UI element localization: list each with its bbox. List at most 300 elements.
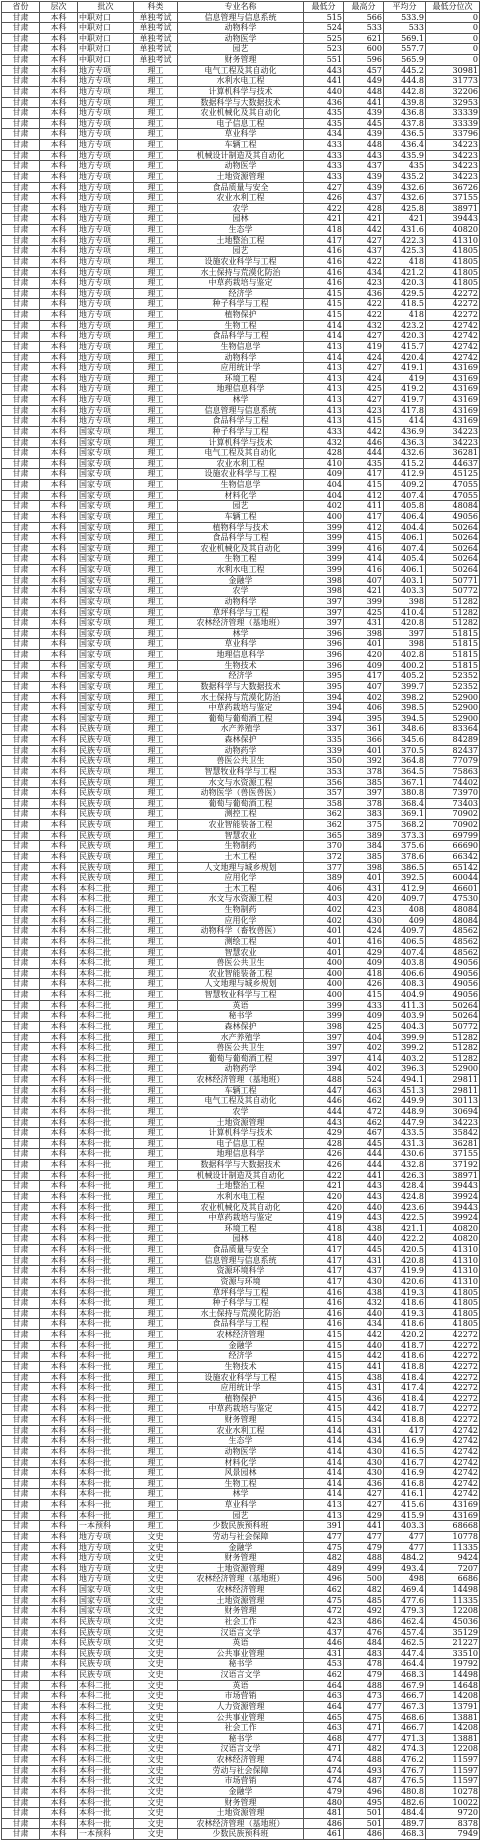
batch-cell: 国家专项 (78, 565, 134, 576)
batch-cell: 本科一批 (78, 1096, 134, 1107)
table-row (2, 161, 480, 172)
major-cell: 农林经济管理 (178, 1585, 304, 1596)
min-score-cell: 396 (304, 660, 344, 671)
major-cell: 人文地理与城乡规划 (178, 862, 304, 873)
max-score-cell: 409 (344, 1011, 384, 1022)
table-row (2, 873, 480, 884)
category-cell: 单独考试 (134, 55, 178, 66)
category-cell: 理工 (134, 1223, 178, 1234)
batch-cell: 民族专项 (78, 1648, 134, 1659)
batch-cell: 本科一批 (78, 1446, 134, 1457)
category-cell: 理工 (134, 905, 178, 916)
max-score-cell: 457 (344, 65, 384, 76)
province-cell: 甘肃 (2, 947, 40, 958)
avg-score-cell: 418 (384, 256, 426, 267)
level-cell: 本科 (40, 745, 78, 756)
major-cell: 生态学 (178, 1436, 304, 1447)
min-rank-cell: 13881 (426, 1712, 480, 1723)
max-score-cell: 427 (344, 363, 384, 374)
min-score-cell: 433 (304, 140, 344, 151)
province-cell: 甘肃 (2, 480, 40, 491)
min-rank-cell: 41805 (426, 1319, 480, 1330)
level-cell: 本科 (40, 1744, 78, 1755)
major-cell: 财务管理 (178, 55, 304, 66)
category-cell: 理工 (134, 1043, 178, 1054)
category-cell: 理工 (134, 1075, 178, 1086)
province-cell: 甘肃 (2, 193, 40, 204)
category-cell: 理工 (134, 926, 178, 937)
max-score-cell: 462 (344, 1096, 384, 1107)
major-cell: 智慧牧业科学与工程 (178, 990, 304, 1001)
min-score-cell: 401 (304, 947, 344, 958)
avg-score-cell: 431.3 (384, 1138, 426, 1149)
min-rank-cell: 68668 (426, 1521, 480, 1532)
table-row (2, 235, 480, 246)
major-cell: 计算机科学与技术 (178, 1128, 304, 1139)
major-cell: 数据科学与大数据技术 (178, 681, 304, 692)
max-score-cell: 402 (344, 1043, 384, 1054)
min-score-cell: 403 (304, 894, 344, 905)
province-cell: 甘肃 (2, 1468, 40, 1479)
table-row (2, 1191, 480, 1202)
major-cell: 市场营销 (178, 1776, 304, 1787)
max-score-cell: 485 (344, 1595, 384, 1606)
max-score-cell: 443 (344, 1191, 384, 1202)
batch-cell: 本科一批 (78, 1319, 134, 1330)
min-score-cell: 475 (304, 1542, 344, 1553)
avg-score-cell: 406.6 (384, 968, 426, 979)
province-cell: 甘肃 (2, 809, 40, 820)
level-cell: 本科 (40, 1266, 78, 1277)
max-score-cell: 442 (344, 225, 384, 236)
min-score-cell: 414 (304, 1468, 344, 1479)
avg-score-cell: 399.9 (384, 1032, 426, 1043)
batch-cell: 地方专项 (78, 256, 134, 267)
min-score-cell: 441 (304, 76, 344, 87)
table-row (2, 1298, 480, 1309)
major-cell: 食品科学与工程 (178, 533, 304, 544)
min-rank-cell: 73970 (426, 788, 480, 799)
province-cell: 甘肃 (2, 1191, 40, 1202)
batch-cell: 民族专项 (78, 1670, 134, 1681)
batch-cell: 国家专项 (78, 533, 134, 544)
level-cell: 本科 (40, 225, 78, 236)
table-row (2, 1170, 480, 1181)
level-cell: 本科 (40, 1755, 78, 1766)
max-score-cell: 448 (344, 86, 384, 97)
major-cell: 食品科学与工程 (178, 416, 304, 427)
province-cell: 甘肃 (2, 1744, 40, 1755)
province-cell: 甘肃 (2, 628, 40, 639)
province-cell: 甘肃 (2, 915, 40, 926)
max-score-cell: 425 (344, 607, 384, 618)
max-score-cell: 443 (344, 150, 384, 161)
batch-cell: 国家专项 (78, 618, 134, 629)
level-cell: 本科 (40, 1627, 78, 1638)
batch-cell: 地方专项 (78, 65, 134, 76)
table-row (2, 979, 480, 990)
category-cell: 理工 (134, 979, 178, 990)
major-cell: 信息管理与信息系统 (178, 1255, 304, 1266)
batch-cell: 本科二批 (78, 1680, 134, 1691)
min-score-cell: 415 (304, 1351, 344, 1362)
province-cell: 甘肃 (2, 1064, 40, 1075)
level-cell: 本科 (40, 1712, 78, 1723)
batch-cell: 本科一批 (78, 1393, 134, 1404)
category-cell: 理工 (134, 596, 178, 607)
min-rank-cell: 51815 (426, 660, 480, 671)
max-score-cell: 436 (344, 1478, 384, 1489)
batch-cell: 民族专项 (78, 820, 134, 831)
batch-cell: 本科一批 (78, 1202, 134, 1213)
category-cell: 理工 (134, 118, 178, 129)
max-score-cell: 444 (344, 1160, 384, 1171)
major-cell: 动物科学 (178, 596, 304, 607)
category-cell: 理工 (134, 1266, 178, 1277)
table-row (2, 575, 480, 586)
batch-cell: 本科一批 (78, 1372, 134, 1383)
category-cell: 理工 (134, 1446, 178, 1457)
min-rank-cell: 0 (426, 12, 480, 23)
col-header-avg-score: 平均分 (384, 2, 426, 13)
batch-cell: 本科一批 (78, 1436, 134, 1447)
min-score-cell: 423 (304, 1616, 344, 1627)
min-score-cell: 426 (304, 1160, 344, 1171)
min-score-cell: 486 (304, 1818, 344, 1829)
major-cell: 材料化学 (178, 490, 304, 501)
province-cell: 甘肃 (2, 1808, 40, 1819)
batch-cell: 本科二批 (78, 990, 134, 1001)
max-score-cell: 415 (344, 416, 384, 427)
batch-cell: 国家专项 (78, 426, 134, 437)
min-rank-cell: 43169 (426, 373, 480, 384)
avg-score-cell: 420.3 (384, 331, 426, 342)
major-cell: 电气工程及其自动化 (178, 1096, 304, 1107)
max-score-cell: 488 (344, 1680, 384, 1691)
min-score-cell: 370 (304, 841, 344, 852)
col-header-max-score: 最高分 (344, 2, 384, 13)
major-cell: 水文与水资源工程 (178, 777, 304, 788)
max-score-cell: 397 (344, 788, 384, 799)
level-cell: 本科 (40, 1478, 78, 1489)
province-cell: 甘肃 (2, 724, 40, 735)
max-score-cell: 416 (344, 543, 384, 554)
level-cell: 本科 (40, 1170, 78, 1181)
province-cell: 甘肃 (2, 171, 40, 182)
category-cell: 理工 (134, 586, 178, 597)
max-score-cell: 419 (344, 341, 384, 352)
avg-score-cell: 420.8 (384, 618, 426, 629)
avg-score-cell: 394.5 (384, 713, 426, 724)
major-cell: 土地资源管理 (178, 1563, 304, 1574)
max-score-cell: 434 (344, 1436, 384, 1447)
batch-cell: 国家专项 (78, 692, 134, 703)
province-cell: 甘肃 (2, 1085, 40, 1096)
min-score-cell: 444 (304, 1106, 344, 1117)
min-rank-cell: 0 (426, 23, 480, 34)
max-score-cell: 398 (344, 628, 384, 639)
table-row (2, 193, 480, 204)
min-rank-cell: 39443 (426, 1181, 480, 1192)
level-cell: 本科 (40, 1542, 78, 1553)
min-rank-cell: 52900 (426, 703, 480, 714)
category-cell: 理工 (134, 766, 178, 777)
avg-score-cell: 467.9 (384, 1680, 426, 1691)
batch-cell: 民族专项 (78, 1627, 134, 1638)
category-cell: 理工 (134, 1489, 178, 1500)
major-cell: 种子科学与工程 (178, 1298, 304, 1309)
min-rank-cell: 42272 (426, 1393, 480, 1404)
major-cell: 风景园林 (178, 1468, 304, 1479)
batch-cell: 地方专项 (78, 278, 134, 289)
major-cell: 车辆工程 (178, 1085, 304, 1096)
province-cell: 甘肃 (2, 565, 40, 576)
batch-cell: 民族专项 (78, 873, 134, 884)
table-row (2, 363, 480, 374)
avg-score-cell: 476.7 (384, 1765, 426, 1776)
category-cell: 理工 (134, 352, 178, 363)
min-rank-cell: 36281 (426, 1138, 480, 1149)
category-cell: 理工 (134, 437, 178, 448)
max-score-cell: 441 (344, 97, 384, 108)
min-score-cell: 488 (304, 1075, 344, 1086)
category-cell: 文史 (134, 1680, 178, 1691)
province-cell: 甘肃 (2, 862, 40, 873)
province-cell: 甘肃 (2, 55, 40, 66)
max-score-cell: 463 (344, 1085, 384, 1096)
min-rank-cell: 42272 (426, 1340, 480, 1351)
major-cell: 人力资源管理 (178, 1701, 304, 1712)
major-cell: 劳动与社会保障 (178, 1765, 304, 1776)
min-rank-cell: 41310 (426, 1266, 480, 1277)
category-cell: 理工 (134, 1191, 178, 1202)
min-rank-cell: 12208 (426, 1744, 480, 1755)
batch-cell: 地方专项 (78, 246, 134, 257)
table-row (2, 1213, 480, 1224)
province-cell: 甘肃 (2, 1797, 40, 1808)
major-cell: 少数民族预科班 (178, 1521, 304, 1532)
province-cell: 甘肃 (2, 352, 40, 363)
table-row (2, 1223, 480, 1234)
major-cell: 土木工程 (178, 883, 304, 894)
major-cell: 生物工程 (178, 1478, 304, 1489)
max-score-cell: 430 (344, 1457, 384, 1468)
table-row (2, 905, 480, 916)
table-row (2, 1733, 480, 1744)
avg-score-cell: 406.1 (384, 533, 426, 544)
major-cell: 生物制药 (178, 841, 304, 852)
table-row (2, 1585, 480, 1596)
min-rank-cell: 45036 (426, 1616, 480, 1627)
table-row (2, 416, 480, 427)
province-cell: 甘肃 (2, 1181, 40, 1192)
max-score-cell: 430 (344, 915, 384, 926)
avg-score-cell: 418.8 (384, 1361, 426, 1372)
batch-cell: 中职对口 (78, 23, 134, 34)
max-score-cell: 432 (344, 1298, 384, 1309)
category-cell: 理工 (134, 703, 178, 714)
level-cell: 本科 (40, 703, 78, 714)
min-score-cell: 446 (304, 1638, 344, 1649)
min-score-cell: 339 (304, 745, 344, 756)
max-score-cell: 425 (344, 1021, 384, 1032)
level-cell: 本科 (40, 352, 78, 363)
max-score-cell: 434 (344, 1319, 384, 1330)
province-cell: 甘肃 (2, 33, 40, 44)
level-cell: 本科 (40, 1808, 78, 1819)
min-score-cell: 394 (304, 692, 344, 703)
category-cell: 理工 (134, 448, 178, 459)
province-cell: 甘肃 (2, 490, 40, 501)
province-cell: 甘肃 (2, 161, 40, 172)
batch-cell: 地方专项 (78, 341, 134, 352)
major-cell: 土地资源管理 (178, 1595, 304, 1606)
min-rank-cell: 30981 (426, 65, 480, 76)
batch-cell: 本科一批 (78, 1489, 134, 1500)
level-cell: 本科 (40, 1553, 78, 1564)
major-cell: 金融学 (178, 575, 304, 586)
min-score-cell: 428 (304, 1138, 344, 1149)
province-cell: 甘肃 (2, 1075, 40, 1086)
min-rank-cell: 10278 (426, 1786, 480, 1797)
level-cell: 本科 (40, 596, 78, 607)
batch-cell: 本科一批 (78, 1255, 134, 1266)
avg-score-cell: 403.1 (384, 575, 426, 586)
avg-score-cell: 419.1 (384, 363, 426, 374)
category-cell: 文史 (134, 1776, 178, 1787)
batch-cell: 地方专项 (78, 171, 134, 182)
min-rank-cell: 33796 (426, 129, 480, 140)
major-cell: 经济学 (178, 288, 304, 299)
table-row (2, 405, 480, 416)
province-cell: 甘肃 (2, 1393, 40, 1404)
province-cell: 甘肃 (2, 575, 40, 586)
batch-cell: 本科二批 (78, 1744, 134, 1755)
major-cell: 农业水利工程 (178, 458, 304, 469)
min-rank-cell: 44637 (426, 458, 480, 469)
table-row (2, 150, 480, 161)
table-row (2, 724, 480, 735)
avg-score-cell: 484.2 (384, 1553, 426, 1564)
max-score-cell: 477 (344, 1733, 384, 1744)
category-cell: 理工 (134, 97, 178, 108)
min-score-cell: 415 (304, 288, 344, 299)
major-cell: 水利水电工程 (178, 565, 304, 576)
min-rank-cell: 41805 (426, 278, 480, 289)
table-row (2, 129, 480, 140)
level-cell: 本科 (40, 448, 78, 459)
min-rank-cell: 37155 (426, 1149, 480, 1160)
avg-score-cell: 464.4 (384, 1659, 426, 1670)
table-row (2, 214, 480, 225)
level-cell: 本科 (40, 1489, 78, 1500)
province-cell: 甘肃 (2, 1234, 40, 1245)
min-rank-cell: 49056 (426, 968, 480, 979)
major-cell: 农林经济管理 (178, 1755, 304, 1766)
level-cell: 本科 (40, 735, 78, 746)
category-cell: 理工 (134, 639, 178, 650)
province-cell: 甘肃 (2, 1786, 40, 1797)
major-cell: 农学 (178, 586, 304, 597)
avg-score-cell: 422.5 (384, 1213, 426, 1224)
level-cell: 本科 (40, 1223, 78, 1234)
batch-cell: 国家专项 (78, 639, 134, 650)
category-cell: 理工 (134, 809, 178, 820)
batch-cell: 民族专项 (78, 1659, 134, 1670)
min-score-cell: 551 (304, 55, 344, 66)
batch-cell: 本科二批 (78, 905, 134, 916)
min-rank-cell: 10022 (426, 1797, 480, 1808)
batch-cell: 民族专项 (78, 862, 134, 873)
min-rank-cell: 52900 (426, 713, 480, 724)
batch-cell: 地方专项 (78, 352, 134, 363)
avg-score-cell: 407.4 (384, 947, 426, 958)
min-score-cell: 395 (304, 681, 344, 692)
min-rank-cell: 40820 (426, 225, 480, 236)
max-score-cell: 501 (344, 1808, 384, 1819)
province-cell: 甘肃 (2, 1117, 40, 1128)
min-score-cell: 427 (304, 182, 344, 193)
min-rank-cell: 40820 (426, 1223, 480, 1234)
min-rank-cell: 49056 (426, 990, 480, 1001)
level-cell: 本科 (40, 628, 78, 639)
province-cell: 甘肃 (2, 1128, 40, 1139)
province-cell: 甘肃 (2, 1829, 40, 1840)
min-score-cell: 416 (304, 278, 344, 289)
category-cell: 文史 (134, 1627, 178, 1638)
min-rank-cell: 33510 (426, 1648, 480, 1659)
avg-score-cell: 484.4 (384, 1808, 426, 1819)
level-cell: 本科 (40, 968, 78, 979)
category-cell: 文史 (134, 1595, 178, 1606)
table-row (2, 1765, 480, 1776)
level-cell: 本科 (40, 373, 78, 384)
table-row (2, 1425, 480, 1436)
min-rank-cell: 47055 (426, 490, 480, 501)
max-score-cell: 427 (344, 1500, 384, 1511)
min-rank-cell: 6686 (426, 1574, 480, 1585)
category-cell: 理工 (134, 384, 178, 395)
province-cell: 甘肃 (2, 851, 40, 862)
min-score-cell: 465 (304, 1712, 344, 1723)
batch-cell: 民族专项 (78, 798, 134, 809)
max-score-cell: 436 (344, 1393, 384, 1404)
major-cell: 设施农业科学与工程 (178, 469, 304, 480)
major-cell: 园林 (178, 214, 304, 225)
category-cell: 文史 (134, 1818, 178, 1829)
batch-cell: 本科一批 (78, 1415, 134, 1426)
min-rank-cell: 50264 (426, 565, 480, 576)
batch-cell: 本科一批 (78, 1818, 134, 1829)
min-score-cell: 435 (304, 108, 344, 119)
table-row (2, 947, 480, 958)
avg-score-cell: 364.5 (384, 766, 426, 777)
level-cell: 本科 (40, 405, 78, 416)
avg-score-cell: 424.8 (384, 1191, 426, 1202)
table-row (2, 1776, 480, 1787)
min-rank-cell: 42742 (426, 320, 480, 331)
level-cell: 本科 (40, 203, 78, 214)
major-cell: 园艺 (178, 246, 304, 257)
table-row (2, 1096, 480, 1107)
level-cell: 本科 (40, 947, 78, 958)
avg-score-cell: 439.8 (384, 97, 426, 108)
min-rank-cell: 37155 (426, 193, 480, 204)
avg-score-cell: 368.4 (384, 798, 426, 809)
avg-score-cell: 435 (384, 161, 426, 172)
max-score-cell: 427 (344, 1489, 384, 1500)
major-cell: 经济学 (178, 671, 304, 682)
